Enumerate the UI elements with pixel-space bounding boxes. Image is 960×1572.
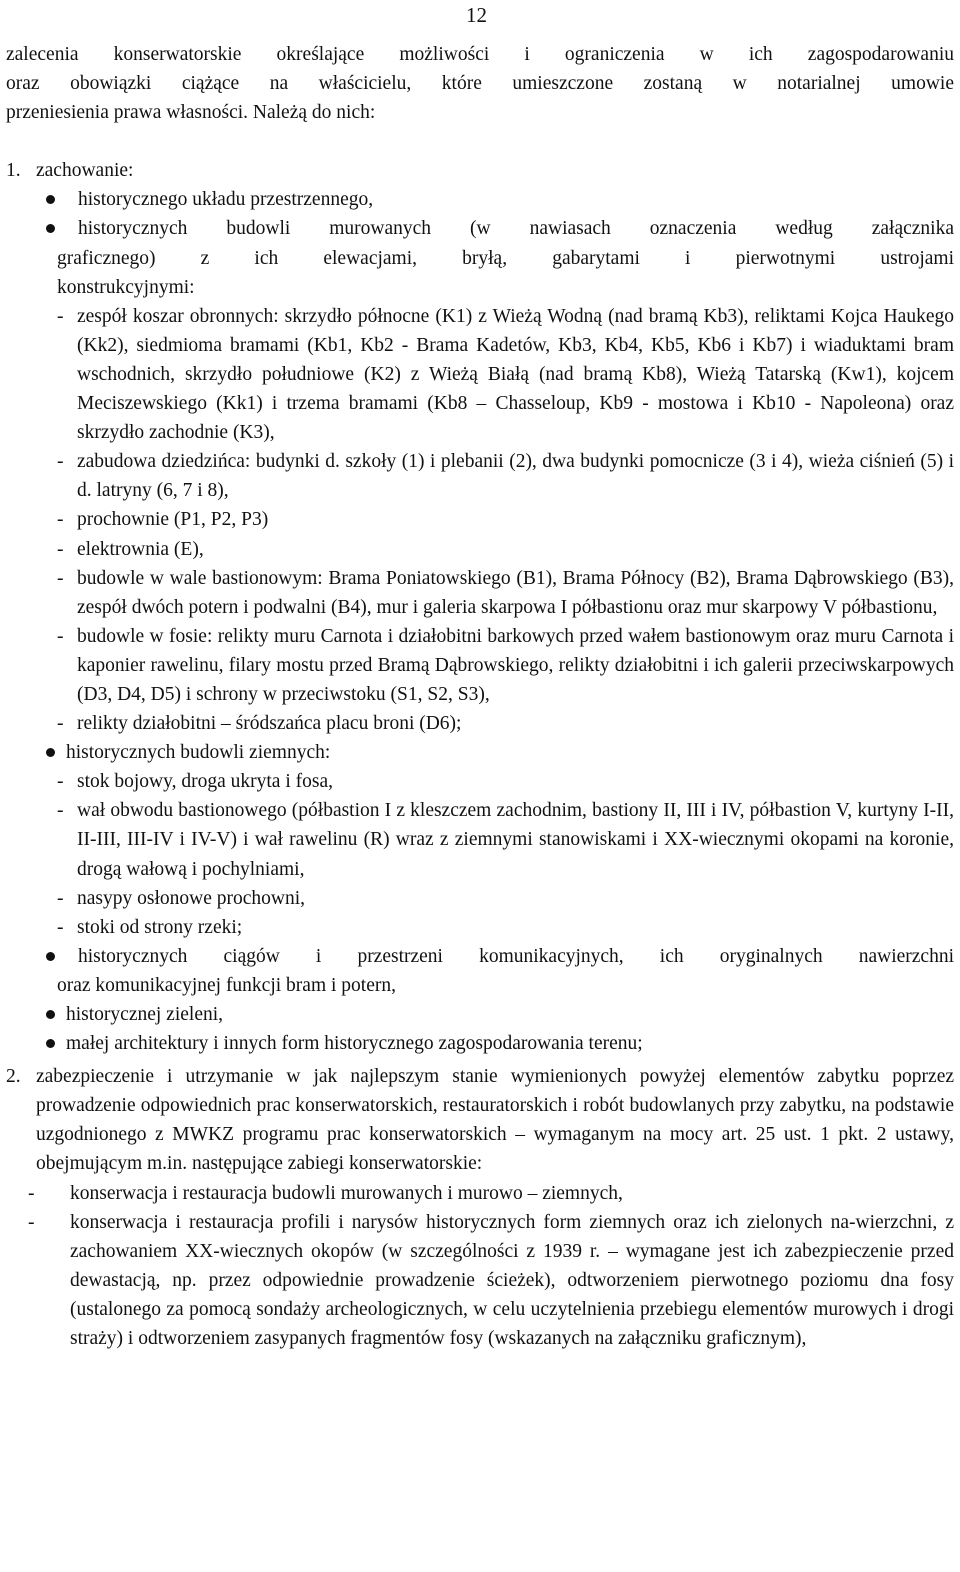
bullet-continuation: konstrukcyjnymi: (57, 276, 195, 298)
dash-marker: - (57, 916, 64, 938)
section-2 (6, 1062, 954, 1353)
bullet-text: historycznych ciągów i przestrzeni komunikacyjnych, ich oryginalnych nawierzchni (78, 945, 954, 967)
bullet-item (6, 214, 954, 243)
dash-marker: - (57, 887, 64, 909)
list-item-text: budowle w fosie: relikty muru Carnota i działobitni barkowych przed wałem bastionowym oraz muru Carnota i kaponier rawelinu, filary mostu przed Bramą Dąbrowskiego, relikty działobitni i ich galerii przeciwskarpowych (D3, D4, D5) i schrony w przeciwstoku (S1, S2, S3), (77, 625, 954, 705)
list-item (6, 913, 954, 942)
list-item-text: zespół koszar obronnych: skrzydło północne (K1) z Wieżą Wodną (nad bramą Kb3), reliktami Kojca Haukego (Kk2), siedmioma bramami (Kb1, Kb2 - Brama Kadetów, Kb3, Kb4, Kb5, Kb6 i Kb7) i wiaduktami bram wschodnich, skrzydło południowe (K2) z Wieżą Białą (nad bramą Kb8), Wieżą Tatarską (Kw1), kojcem Meciszewskiego (Kk1) i trzema bramami (Kb8 – Chasseloup, Kb9 - mostowa i Kb10 - Napoleona) oraz skrzydło zachodnie (K3), (77, 305, 954, 444)
list-item-text: konserwacja i restauracja budowli murowanych i murowo – ziemnych, (70, 1182, 623, 1204)
list-item-text: nasypy osłonowe prochowni, (77, 887, 306, 909)
bullet-item (6, 942, 954, 971)
bullet-icon (44, 1029, 66, 1058)
intro-line-1: zalecenia konserwatorskie określające możliwości i ograniczenia w ich zagospodarowaniu (6, 44, 954, 65)
intro-line-3: przeniesienia prawa własności. Należą do nich: (6, 102, 376, 124)
list-item-text: budowle w wale bastionowym: Brama Poniatowskiego (B1), Brama Północy (B2), Brama Dąbrowskiego (B3), zespół dwóch potern i podwalni (B4), mur i galeria skarpowa I półbastionu oraz mur skarpowy V półbastionu, (77, 567, 954, 618)
list-item-text: stoki od strony rzeki; (77, 916, 243, 938)
list-item-text: stok bojowy, droga ukryta i fosa, (77, 771, 333, 793)
bullet-item (6, 738, 954, 767)
dash-marker: - (57, 538, 64, 560)
list-item-text: relikty działobitni – śródszańca placu broni (D6); (77, 713, 462, 735)
list-item-text: elektrownia (E), (77, 538, 204, 560)
bullet-continuation: graficznego) z ich elewacjami, bryłą, gabarytami i pierwotnymi ustrojami (57, 247, 954, 269)
bullet-icon (44, 214, 78, 243)
bullet-item (6, 1000, 954, 1029)
bullet-icon (44, 942, 78, 971)
intro-line-2: oraz obowiązki ciążące na właścicielu, które umieszczone zostaną w notarialnej umowie (6, 73, 954, 95)
list-item-text: konserwacja i restauracja profili i narysów historycznych form ziemnych oraz ich zielonych na-wierzchni, z zachowaniem XX-wiecznych okopów (w szczególności z 1939 r. – wymagane jest ich zabezpieczenie przed dewastacją, np. przez odpowiednie prowadzenie ścieżek), odtworzeniem pierwotnego poziomu dna fosy (ustalonego za pomocą sondaży archeologicznych, w celu uczytelnienia przebiegu elementów murowych i drogi straży) i odtworzeniem zasypanych fragmentów fosy (wskazanych na załączniku graficznym), (70, 1211, 954, 1350)
bullet-text: historycznych budowli ziemnych: (66, 742, 331, 764)
dash-marker: - (57, 305, 64, 327)
list-item-text: wał obwodu bastionowego (półbastion I z kleszczem zachodnim, bastiony II, III i IV, półbastion V, kurtyny I-II, II-III, III-IV i IV-V) i wał rawelinu (R) wraz z ziemnymi stanowiskami i XX-wiecznymi okopami na koronie, drogą wałową i pochylniami, (77, 800, 954, 880)
section-2-text: zabezpieczenie i utrzymanie w jak najlepszym stanie wymienionych powyżej elementów zabytku poprzez prowadzenie odpowiednich prac konserwatorskich, restauratorskich i robót budowlanych przy zabytku, na podstawie uzgodnionego z MWKZ programu prac konserwatorskich – wymaganym na mocy art. 25 ust. 1 pkt. 2 ustawy, obejmującym m.in. następujące zabiegi konserwatorskie: (36, 1066, 954, 1175)
list-item (6, 796, 954, 883)
dash-marker: - (57, 625, 64, 647)
list-item (6, 302, 954, 447)
list-item (6, 767, 954, 796)
dash-list (6, 302, 954, 738)
bullet-icon (44, 1000, 66, 1029)
dash-list (6, 767, 954, 942)
bullet-text: historycznego układu przestrzennego, (78, 189, 374, 211)
dash-marker: - (57, 771, 64, 793)
dash-marker: - (57, 713, 64, 735)
list-item (6, 1179, 954, 1208)
dash-marker: - (28, 1211, 35, 1233)
list-item (6, 564, 954, 622)
document-body (6, 40, 954, 1353)
bullet-text: historycznych budowli murowanych (w nawiasach oznaczenia według załącznika (78, 218, 954, 240)
dash-marker: - (57, 451, 64, 473)
list-item (6, 447, 954, 505)
section-1-heading (6, 156, 954, 185)
dash-marker: - (28, 1182, 35, 1204)
bullet-icon (44, 185, 78, 214)
list-item (6, 1208, 954, 1353)
dash-marker: - (57, 800, 64, 822)
bullet-text: historycznej zieleni, (66, 1004, 224, 1025)
section-2-heading (6, 1062, 954, 1178)
bullet-text: małej architektury i innych form historycznego zagospodarowania terenu; (66, 1033, 643, 1055)
bullet-continuation: oraz komunikacyjnej funkcji bram i potern, (57, 974, 396, 996)
list-item (6, 535, 954, 564)
list-item (6, 884, 954, 913)
list-item-text: prochownie (P1, P2, P3) (77, 509, 269, 531)
section-1-title: zachowanie: (36, 160, 134, 182)
bullet-icon (44, 738, 66, 767)
list-item (6, 709, 954, 738)
section-1-number: 1. (6, 160, 21, 182)
list-item (6, 505, 954, 534)
bullet-item (6, 185, 954, 214)
page-number: 12 (466, 3, 487, 27)
section-2-number: 2. (6, 1066, 21, 1088)
list-item (6, 622, 954, 709)
dash-marker: - (57, 509, 64, 531)
list-item-text: zabudowa dziedzińca: budynki d. szkoły (1) i plebanii (2), dwa budynki pomocnicze (3 i 4), wieża ciśnień (5) i d. latryny (6, 7 i 8), (77, 451, 954, 502)
dash-marker: - (57, 567, 64, 589)
bullet-item (6, 1029, 954, 1058)
